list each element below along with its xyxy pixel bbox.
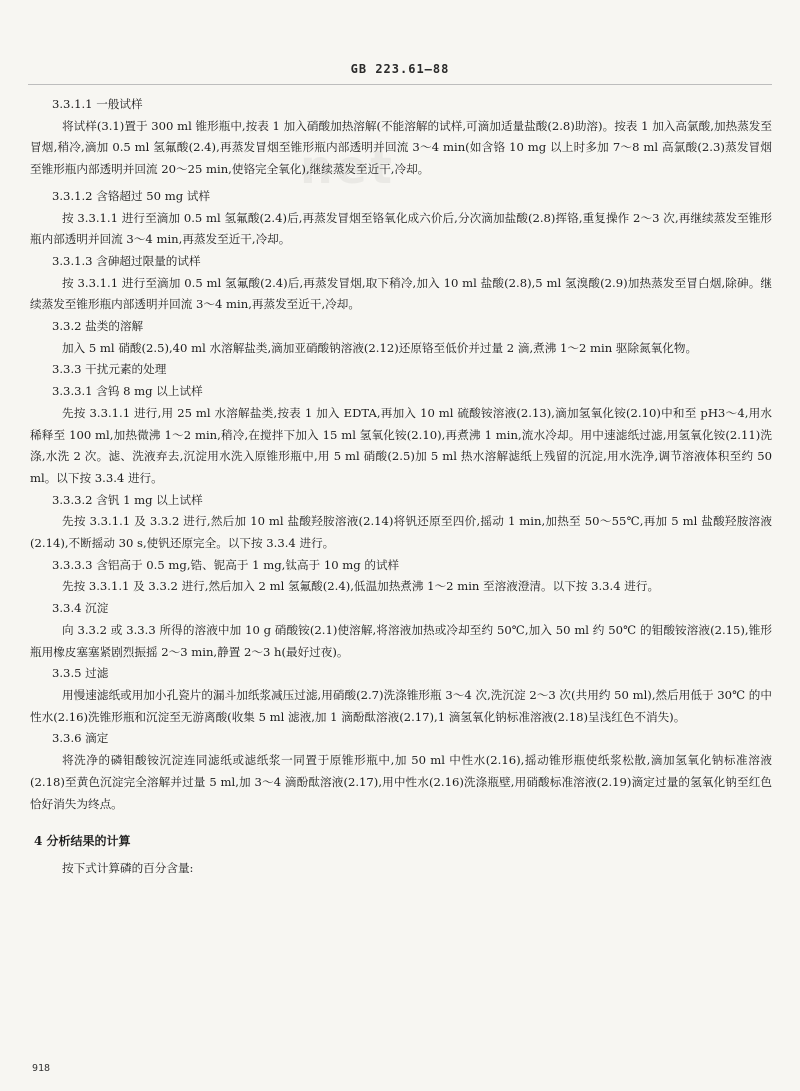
- section-heading: 3.3.1.2 含铬超过 50 mg 试样: [52, 188, 211, 203]
- body-paragraph: 按 3.3.1.1 进行至滴加 0.5 ml 氢氟酸(2.4)后,再蒸发冒烟,取下稍冷,加入 10 ml 盐酸(2.8),5 ml 氢溴酸(2.9)加热蒸发至冒白烟,除砷。继续蒸发至锥形瓶内部透明并回流 3～4 min,再蒸发至近干,冷却。: [30, 275, 772, 312]
- document-body: [30, 94, 772, 880]
- section-heading: 3.3.1.3 含砷超过限量的试样: [52, 253, 201, 268]
- header-rule: [28, 84, 772, 85]
- body-paragraph: 向 3.3.2 或 3.3.3 所得的溶液中加 10 g 硝酸铵(2.1)使溶解,将溶液加热或冷却至约 50℃,加入 50 ml 约 50℃ 的钼酸铵溶液(2.15),锥形瓶用橡皮塞塞紧剧烈振摇 2～3 min,静置 2～3 h(最好过夜)。: [30, 622, 772, 659]
- body-paragraph: 加入 5 ml 硝酸(2.5),40 ml 水溶解盐类,滴加亚硝酸钠溶液(2.12)还原铬至低价并过量 2 滴,煮沸 1～2 min 驱除氮氧化物。: [62, 340, 698, 355]
- body-paragraph: 先按 3.3.1.1 进行,用 25 ml 水溶解盐类,按表 1 加入 EDTA,再加入 10 ml 硫酸铵溶液(2.13),滴加氢氧化铵(2.10)中和至 pH3～4,用水稀释至 100 ml,加热微沸 1～2 min,稍冷,在搅拌下加入 15 ml 氢氧化铵(2.10),再煮沸 1 min,流水冷却。用中速滤纸过滤,用氢氧化铵(2.11)洗涤,水洗 2 次。滤、洗液弃去,沉淀用水洗入原锥形瓶中,用 5 ml 硝酸(2.5)加 5 ml 热水溶解滤纸上残留的沉淀,用水洗净,调节溶液体积至约 50 ml。以下按 3.3.4 进行。: [30, 405, 773, 485]
- body-paragraph: 将洗净的磷钼酸铵沉淀连同滤纸或滤纸浆一同置于原锥形瓶中,加 50 ml 中性水(2.16),摇动锥形瓶使纸浆松散,滴加氢氧化钠标准溶液(2.18)至黄色沉淀完全溶解并过量 5 ml,加 3～4 滴酚酞溶液(2.17),用中性水(2.16)洗涤瓶壁,用硝酸标准溶液(2.19)滴定过量的氢氧化钠至红色恰好消失为终点。: [30, 753, 772, 811]
- section-heading: 3.3.6 滴定: [52, 731, 109, 746]
- body-paragraph: 按下式计算磷的百分含量:: [62, 860, 194, 875]
- body-paragraph: 将试样(3.1)置于 300 ml 锥形瓶中,按表 1 加入硝酸加热溶解(不能溶解的试样,可滴加适量盐酸(2.8)助溶)。按表 1 加入高氯酸,加热蒸发至冒烟,稍冷,滴加 0.5 ml 氢氟酸(2.4),再蒸发冒烟至锥形瓶内部透明并回流 3～4 min(如含铬 10 mg 以上时多加 7～8 ml 高氯酸(2.3)蒸发冒烟至锥形瓶内部透明并回流 20～25 min,使铬完全氧化),继续蒸发至近干,冷却。: [30, 118, 772, 177]
- section-heading: 3.3.3.3 含铝高于 0.5 mg,锆、铌高于 1 mg,钛高于 10 mg 的试样: [52, 557, 400, 572]
- section-heading: 3.3.3 干扰元素的处理: [52, 362, 167, 377]
- standard-number-header: GB 223.61—88: [350, 62, 450, 76]
- body-paragraph: 先按 3.3.1.1 及 3.3.2 进行,然后加入 2 ml 氢氟酸(2.4),低温加热煮沸 1～2 min 至溶液澄清。以下按 3.3.4 进行。: [62, 579, 660, 594]
- body-paragraph: 先按 3.3.1.1 及 3.3.2 进行,然后加 10 ml 盐酸羟胺溶液(2.14)将钒还原至四价,摇动 1 min,加热至 50～55℃,再加 5 ml 盐酸羟胺溶液(2.14),不断摇动 30 s,使钒还原完全。以下按 3.3.4 进行。: [30, 514, 772, 551]
- section-heading: 3.3.3.1 含钨 8 mg 以上试样: [52, 384, 203, 399]
- body-paragraph: 用慢速滤纸或用加小孔瓷片的漏斗加纸浆减压过滤,用硝酸(2.7)洗涤锥形瓶 3～4 次,洗沉淀 2～3 次(共用约 50 ml),然后用低于 30℃ 的中性水(2.16)洗锥形瓶和沉淀至无游离酸(收集 5 ml 滤液,加 1 滴酚酞溶液(2.17),1 滴氢氧化钠标准溶液(2.18)呈浅红色不消失)。: [30, 687, 772, 724]
- section-heading: 3.3.5 过滤: [52, 666, 109, 681]
- section-heading: 3.3.3.2 含钒 1 mg 以上试样: [52, 492, 203, 507]
- body-paragraph: 按 3.3.1.1 进行至滴加 0.5 ml 氢氟酸(2.4)后,再蒸发冒烟至铬氧化成六价后,分次滴加盐酸(2.8)挥铬,重复操作 2～3 次,再继续蒸发至锥形瓶内部透明并回流 3～4 min,再蒸发至近干,冷却。: [30, 210, 772, 247]
- page-number: 918: [32, 1063, 51, 1074]
- section-heading: 3.3.1.1 一般试样: [52, 97, 143, 111]
- watermark: net: [300, 140, 395, 194]
- section-heading: 4 分析结果的计算: [34, 834, 131, 849]
- section-heading: 3.3.4 沉淀: [52, 601, 109, 616]
- section-heading: 3.3.2 盐类的溶解: [52, 319, 144, 334]
